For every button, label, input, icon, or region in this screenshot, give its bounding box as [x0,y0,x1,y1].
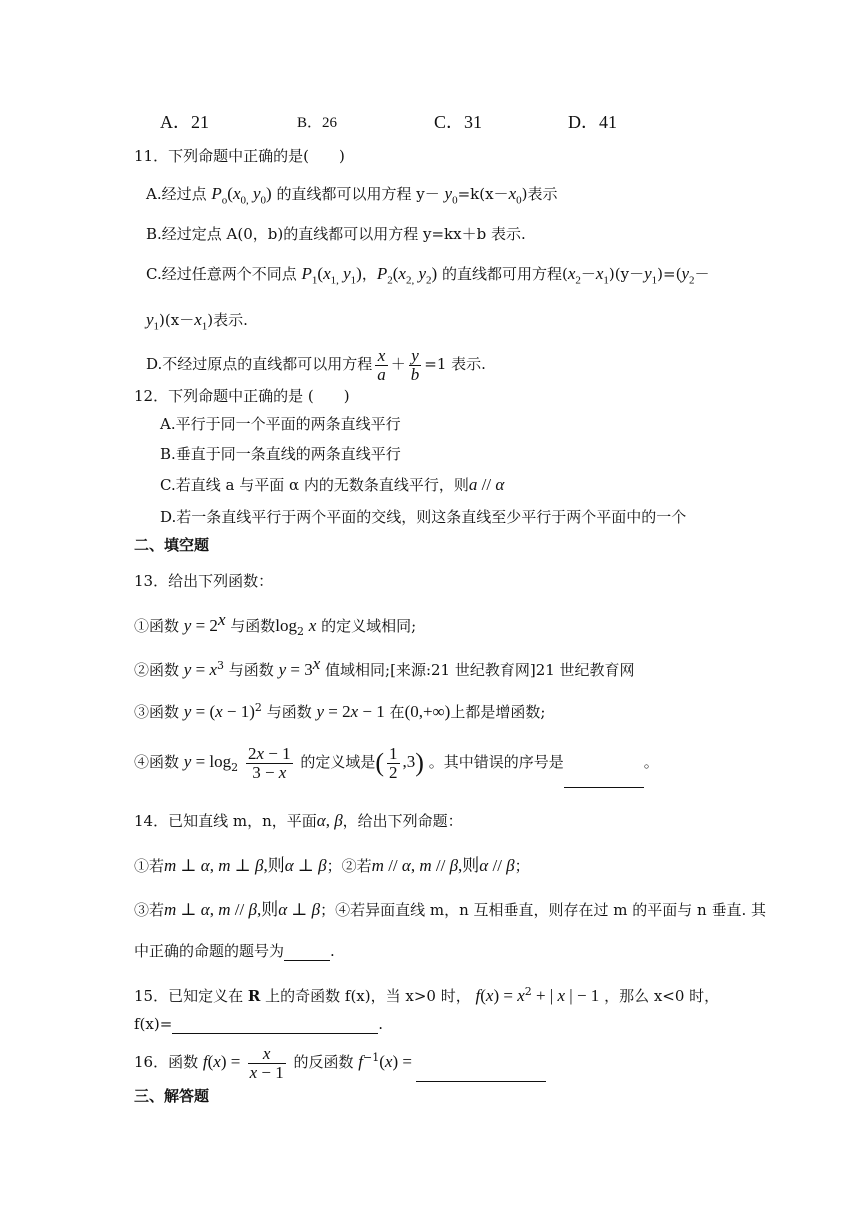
q13-stem: 13．给出下列函数： [134,572,274,590]
q11-option-b: B.经过定点 A(0，b)的直线都可以用方程 y=kx＋b 表示. [146,225,526,243]
section-answer-title: 三、解答题 [134,1087,210,1105]
option-c: C．31 [434,112,483,132]
section-fill-in-title: 二、填空题 [134,536,210,554]
q16: 16．函数 f(x) = $\frac{x}{x - 1}$ 的反函数 $f^{-1}(x)$ = [134,1038,546,1082]
q11-option-a: A.经过点 $P_o(x_{0,}$ $y_0$) 的直线都可以用方程 $y- y_0=k(x-x_0)$表示 [146,184,558,207]
q13-item-1: ①函数 $y = 2^x$ 与函数$\log_2 x$ 的定义域相同; [134,610,417,638]
q14-stem: 14．已知直线 m，n，平面α, β，给出下列命题： [134,811,463,830]
q12-option-b: B.垂直于同一条直线的两条直线平行 [160,445,401,463]
q11-option-c: C.经过任意两个不同点 $P_1(x_{1,}$ $y_1$)，$P_2(x_{2,}$ $y_2$) 的直线都可用方程$(x_2-x_1)(y-y_1)=(y_2-$ [146,264,710,287]
q13-item-2: ②函数 $y = x^3$ 与函数 $y = 3^x$ 值域相同;[来源:21 世纪教育网]21 世纪教育网 [134,654,635,679]
q11-option-d: D.不经过原点的直线都可以用方程 $\frac{x}{a}$ ＋ $\frac{y}{b}$ =1 表示. [146,345,486,384]
q13-item-3: ③函数 $y = (x - 1)^2$ 与函数 y = 2x − 1 在(0,+∞)上都是增函数; [134,701,546,721]
q12-option-c: C.若直线 a 与平面 α 内的无数条直线平行，则a // α [160,475,505,494]
q15-line-1: 15．已知定义在 R 上的奇函数 f(x)，当 x>0 时， $f(x) = x^2$ + | x | − 1 ，那么 x<0 时， [134,985,720,1005]
q13-item-4: ④函数 $y = \log_2$ $\frac{2x - 1}{3 - x}$ 的定义域是( $\frac{1}{2}$ ,3) 。其中错误的序号是 。 [134,742,659,788]
q14-line-1: ①若m ⊥ α, m ⊥ β,则α ⊥ β；②若m // α, m // β,则α // β； [134,856,530,875]
q12-option-a: A.平行于同一个平面的两条直线平行 [160,415,401,433]
q12-stem: 12．下列命题中正确的是 ( ) [134,387,350,405]
q11-option-c-cont: $y_1)(x-x_1)$表示. [146,310,248,333]
option-a: A．21 [160,112,209,132]
q14-line-3: 中正确的命题的题号为 . [134,942,335,960]
q15-line-2: f(x)= . [134,1015,384,1033]
q14-line-2: ③若m ⊥ α, m // β,则α ⊥ β；④若异面直线 m，n 互相垂直，则存在过 m 的平面与 n 垂直. 其 [134,900,767,919]
option-b: B．26 [297,115,338,131]
q12-option-d: D.若一条直线平行于两个平面的交线，则这条直线至少平行于两个平面中的一个 [160,508,687,526]
option-d: D．41 [568,112,617,132]
q11-stem: 11．下列命题中正确的是( ) [134,147,345,165]
